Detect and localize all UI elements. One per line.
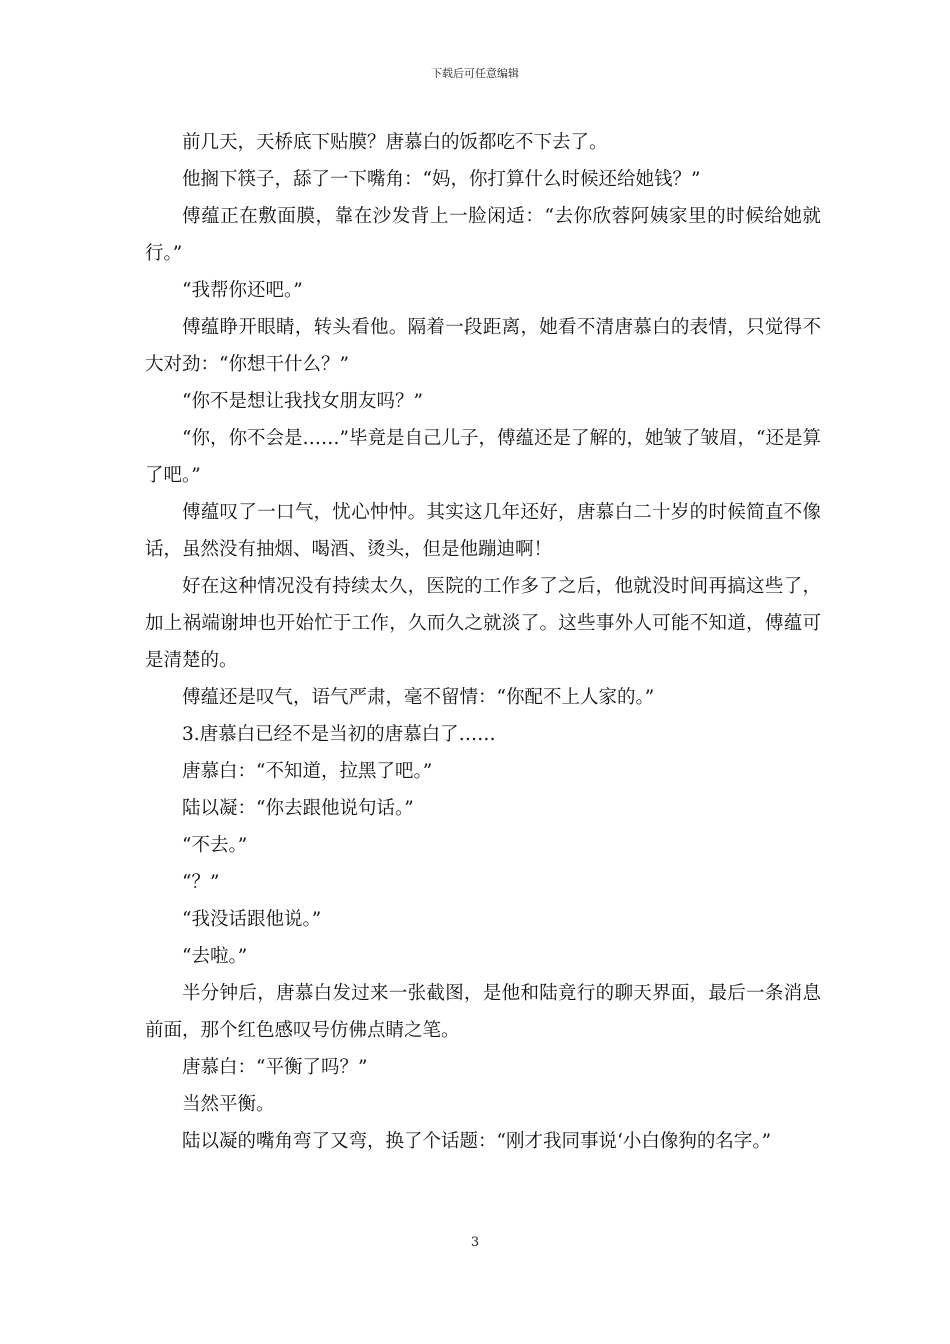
paragraph: “？”: [182, 872, 220, 893]
paragraph: 傅蕴还是叹气，语气严肃，毫不留情：“你配不上人家的。”: [182, 687, 655, 708]
paragraph: “不去。”: [182, 835, 248, 856]
paragraph: 傅蕴叹了一口气，忧心忡忡。其实这几年还好，唐慕白二十岁的时候简直不像话，虽然没有抽烟、喝酒、烫头，但是他蹦迪啊！: [145, 502, 821, 560]
paragraph: “你不是想让我找女朋友吗？”: [182, 391, 423, 412]
paragraph: “我没话跟他说。”: [182, 909, 322, 930]
paragraph: 唐慕白：“不知道，拉黑了吧。”: [182, 761, 433, 782]
paragraph: 前几天，天桥底下贴膜？唐慕白的饭都吃不下去了。: [182, 132, 608, 153]
paragraph: “去啦。”: [182, 946, 248, 967]
paragraph: 半分钟后，唐慕白发过来一张截图，是他和陆竟行的聊天界面，最后一条消息前面，那个红色感叹号仿佛点睛之笔。: [145, 983, 821, 1041]
paragraph: “我帮你还吧。”: [182, 280, 303, 301]
paragraph: “你，你不会是……”毕竟是自己儿子，傅蕴还是了解的，她皱了皱眉，“还是算了吧。”: [145, 428, 821, 486]
body-text: [145, 124, 821, 1160]
page-number: 3: [470, 1235, 480, 1250]
page-header: 下载后可任意编辑: [431, 67, 519, 80]
paragraph: 陆以凝：“你去跟他说句话。”: [182, 798, 414, 819]
paragraph: 傅蕴正在敷面膜，靠在沙发背上一脸闲适：“去你欣蓉阿姨家里的时候给她就行。”: [145, 206, 821, 264]
paragraph: 傅蕴睁开眼睛，转头看他。隔着一段距离，她看不清唐慕白的表情，只觉得不大对劲：“你想干什么？”: [145, 317, 821, 375]
paragraph: 当然平衡。: [182, 1094, 275, 1115]
paragraph: 他搁下筷子，舔了一下嘴角：“妈，你打算什么时候还给她钱？”: [182, 169, 701, 190]
paragraph: 唐慕白：“平衡了吗？”: [182, 1057, 368, 1078]
paragraph: 陆以凝的嘴角弯了又弯，换了个话题：“刚才我同事说‘小白像狗的名字。”: [182, 1131, 772, 1152]
paragraph: 好在这种情况没有持续太久，医院的工作多了之后，他就没时间再搞这些了，加上祸端谢坤也开始忙于工作，久而久之就淡了。这些事外人可能不知道，傅蕴可是清楚的。: [145, 576, 821, 671]
paragraph: 3.唐慕白已经不是当初的唐慕白了……: [182, 724, 496, 745]
